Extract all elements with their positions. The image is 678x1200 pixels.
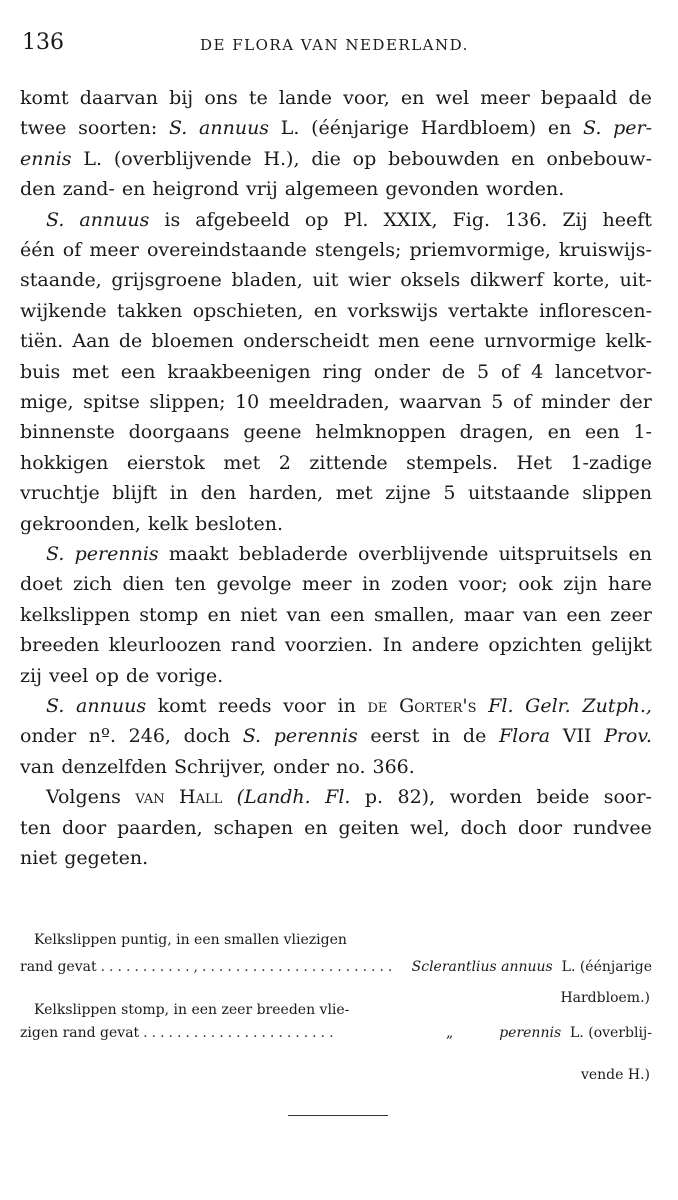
word: vertakte	[448, 299, 529, 322]
word: 366.	[372, 755, 415, 778]
word: bepaald	[540, 87, 618, 109]
key-lead-b-text: zigen rand gevat	[20, 1025, 140, 1041]
text-line	[20, 236, 652, 265]
word: onderscheidt	[243, 330, 369, 353]
word: In	[382, 634, 403, 657]
word: no.	[336, 755, 366, 778]
word: binnenste	[20, 421, 115, 444]
text-line	[20, 601, 652, 630]
word: per-	[613, 117, 652, 140]
word: de	[628, 87, 652, 109]
word: en	[121, 178, 146, 201]
word: lancetvor-	[555, 360, 652, 383]
word: Fl.	[488, 695, 514, 717]
running-title: DE FLORA VAN NEDERLAND.	[200, 36, 469, 54]
word: lande	[278, 87, 332, 109]
text-line	[20, 570, 652, 599]
word: soorten:	[78, 117, 158, 140]
word: komt	[157, 695, 207, 717]
text-line	[20, 844, 652, 873]
word: L.	[83, 147, 103, 170]
word: op	[95, 664, 119, 687]
word: zeer	[610, 603, 652, 626]
word: nº.	[88, 725, 117, 748]
word: door	[517, 816, 563, 839]
word: van	[286, 603, 321, 626]
key-author-a: L. (éénjarige	[561, 959, 652, 975]
word: in	[431, 725, 451, 748]
word: dragen,	[459, 421, 534, 444]
word: Schrijver,	[173, 755, 266, 778]
word: kelk	[147, 512, 189, 535]
word: en	[313, 299, 338, 322]
word: doorgaans	[128, 421, 230, 444]
text-line	[20, 814, 652, 843]
word: blijft	[112, 482, 158, 505]
word: Flora	[498, 725, 551, 748]
word: 82),	[397, 786, 436, 809]
word: en	[547, 421, 572, 444]
word: Prov.	[604, 725, 652, 748]
word: buis	[20, 360, 61, 383]
word: waarvan	[399, 391, 482, 413]
word: korte,	[552, 269, 610, 292]
word: reeds	[218, 695, 272, 717]
word: op	[304, 208, 329, 231]
leader-dots: ...........,.......................	[100, 959, 397, 975]
word: uitstaande	[468, 482, 570, 505]
key-lead-a-text: rand gevat	[20, 959, 97, 975]
word: is	[164, 208, 181, 231]
word: een	[120, 360, 156, 383]
text-line	[20, 145, 652, 174]
word: minder	[540, 391, 610, 413]
word: niet	[20, 847, 58, 869]
word: wier	[348, 269, 391, 292]
word: VII	[562, 725, 592, 748]
word: met	[72, 360, 109, 383]
word: wel	[435, 87, 470, 109]
word: en	[304, 816, 328, 839]
word: onbebouw-	[546, 147, 652, 170]
word: Zij	[562, 208, 588, 231]
word: vruchtje	[20, 482, 100, 505]
word: komt	[20, 87, 69, 109]
word: breeden	[20, 634, 100, 657]
word: de	[367, 695, 388, 717]
word: kelkslippen	[20, 603, 131, 626]
word: S.	[46, 695, 65, 717]
word: dien	[122, 573, 165, 596]
word: opzichten	[488, 634, 583, 657]
word: Volgens	[46, 786, 121, 809]
word: annuus	[79, 208, 150, 231]
word: slippen	[582, 482, 652, 505]
text-line	[46, 206, 652, 235]
word: urnvormige	[483, 330, 597, 353]
word: door	[62, 816, 107, 839]
word: de	[462, 725, 487, 748]
word: annuus	[76, 695, 147, 717]
word: bebouwden	[388, 147, 500, 170]
word: doch	[183, 725, 231, 748]
word: hokkigen	[20, 451, 109, 474]
word: XXIX,	[383, 208, 438, 231]
word: uit	[312, 269, 339, 292]
word: voor,	[343, 87, 390, 109]
word: ten	[174, 573, 206, 596]
word: stomp	[139, 603, 199, 626]
word: 136.	[505, 208, 548, 231]
word: bloemen	[151, 330, 234, 353]
word: annuus	[199, 117, 270, 140]
word: heigrond	[152, 178, 239, 201]
word: in	[362, 573, 381, 596]
ditto-mark: „	[445, 1025, 454, 1041]
word: 5	[443, 482, 456, 505]
word: gelijkt	[591, 634, 652, 657]
word: maar	[463, 603, 514, 626]
word: 10	[235, 391, 260, 413]
word: oksels	[400, 269, 461, 292]
word: ook	[518, 573, 553, 596]
word: hare	[607, 573, 652, 596]
word: schapen	[213, 816, 294, 839]
key-author-b: L. (overblij-	[570, 1025, 652, 1041]
word: paarden,	[117, 816, 203, 839]
word: worden.	[485, 178, 565, 201]
word: L.	[280, 117, 300, 140]
word: zich	[73, 573, 112, 596]
word: geiten	[338, 816, 400, 839]
word: Het	[516, 451, 552, 474]
word: Fig.	[452, 208, 491, 231]
text-line	[20, 449, 652, 478]
key-lead-b-line2	[20, 1024, 652, 1042]
word: tiën.	[20, 330, 64, 353]
word: rand	[230, 634, 276, 657]
word: bebladerde	[238, 543, 348, 565]
word: gevonden	[385, 178, 479, 201]
text-line	[20, 662, 652, 691]
key-lead-a-line1: Kelkslippen puntig, in een smallen vliezigen	[34, 932, 347, 948]
word: van	[20, 755, 55, 778]
text-line	[20, 418, 652, 447]
text-line	[20, 297, 652, 326]
word: men	[378, 330, 420, 353]
word: kruiswijs-	[558, 239, 652, 261]
word: perennis	[273, 725, 358, 748]
word: heeft	[602, 208, 652, 231]
text-line	[20, 358, 652, 387]
word: dikwerf	[469, 269, 544, 292]
word: of	[512, 391, 532, 413]
word: ten	[20, 816, 52, 839]
word: 5	[491, 391, 504, 413]
word: de	[441, 360, 466, 383]
word: algemeen	[284, 178, 379, 201]
word: rundvee	[572, 816, 652, 839]
word: Gelr.	[525, 695, 571, 717]
text-line	[20, 114, 652, 143]
word: spitse	[83, 391, 140, 413]
word: afgebeeld	[195, 208, 290, 231]
word: Hardbloem)	[420, 117, 537, 140]
word: stengels;	[314, 239, 402, 261]
word: ons	[204, 87, 238, 109]
word: twee	[20, 117, 67, 140]
word: met	[335, 482, 373, 505]
word: overblijvende	[358, 543, 489, 565]
word: de	[125, 664, 150, 687]
text-line	[46, 783, 652, 812]
word: gekroonden,	[20, 512, 141, 535]
text-line	[20, 175, 652, 204]
key-lead-a-line2	[20, 958, 652, 976]
word: doet	[20, 573, 63, 596]
text-line	[20, 722, 652, 751]
word: onder	[272, 755, 330, 778]
text-line	[20, 84, 652, 113]
word: soor-	[603, 786, 652, 809]
text-line	[20, 631, 652, 660]
word: 1-	[633, 421, 652, 444]
word: Fl.	[325, 786, 351, 809]
word: Hall	[179, 786, 223, 809]
word: de	[118, 330, 143, 353]
word: (éénjarige	[311, 117, 410, 140]
word: slippen;	[149, 391, 226, 413]
word: 1-zadige	[570, 451, 652, 474]
text-line	[20, 479, 652, 508]
word: een	[566, 603, 602, 626]
word: van	[522, 603, 558, 626]
word: zij	[20, 664, 42, 687]
word: en	[628, 543, 652, 565]
text-line	[20, 753, 652, 782]
word: (Landh.	[236, 786, 311, 809]
word: worden	[449, 786, 522, 809]
word: S.	[168, 117, 188, 140]
word: uitspruitsels	[498, 543, 619, 565]
word: Aan	[72, 330, 110, 353]
word: zijn	[563, 573, 598, 596]
word: zittende	[309, 451, 388, 474]
word: gevolge	[216, 573, 292, 596]
word: in	[337, 695, 356, 717]
key-taxon-a: Sclerantlius annuus	[411, 959, 553, 975]
word: kraakbeenigen	[167, 360, 311, 383]
word: den	[20, 178, 56, 201]
word: gegeten.	[64, 847, 149, 869]
word: of	[500, 360, 520, 383]
word: een	[584, 421, 620, 444]
text-line	[20, 510, 652, 539]
word: kelk-	[605, 330, 652, 353]
word: en	[207, 603, 231, 626]
word: mige,	[20, 391, 74, 413]
word: bladen,	[231, 269, 303, 292]
key-taxon-b: perennis	[499, 1025, 562, 1041]
word: (overblijvende	[113, 147, 252, 170]
word: priemvormige,	[409, 239, 551, 261]
word: in	[169, 482, 189, 505]
page-number: 136	[22, 30, 64, 55]
word: vrij	[245, 178, 278, 201]
word: andere	[411, 634, 479, 657]
text-line	[20, 266, 652, 295]
word: helmknoppen	[315, 421, 446, 444]
word: van	[135, 786, 165, 809]
word: 2	[278, 451, 291, 474]
word: te	[248, 87, 268, 109]
word: Pl.	[343, 208, 369, 231]
word: daarvan	[79, 87, 158, 109]
word: staande,	[20, 269, 102, 292]
word: S.	[242, 725, 262, 748]
end-rule	[288, 1115, 388, 1116]
word: eerst	[370, 725, 420, 748]
word: S.	[46, 543, 65, 565]
word: of	[62, 239, 82, 261]
word: wel,	[409, 816, 450, 839]
word: p.	[364, 786, 384, 809]
word: uit-	[619, 269, 652, 292]
word: overeindstaande	[146, 239, 307, 261]
key-lead-b-line1: Kelkslippen stomp, in een zeer breeden vlie-	[34, 1002, 350, 1018]
word: en	[511, 147, 535, 170]
word: 5	[476, 360, 490, 383]
word: stempels.	[406, 451, 499, 474]
word: meeldraden,	[268, 391, 390, 413]
word: perennis	[74, 543, 159, 565]
word: denzelfden	[61, 755, 167, 778]
text-line	[20, 388, 652, 417]
word: H.),	[263, 147, 300, 170]
leader-dots: .......................	[143, 1025, 338, 1041]
word: den	[200, 482, 237, 505]
word: eierstok	[126, 451, 205, 474]
word: S.	[46, 208, 65, 231]
word: en	[547, 117, 572, 140]
word: bij	[169, 87, 194, 109]
word: Zutph.,	[582, 695, 652, 717]
word: onder	[20, 725, 77, 748]
word: ring	[322, 360, 362, 383]
word: en	[400, 87, 425, 109]
word: voorzien.	[284, 634, 374, 657]
word: zoden	[391, 573, 449, 596]
word: voor	[283, 695, 326, 717]
word: zand-	[62, 178, 115, 201]
word: meer	[302, 573, 352, 596]
word: wijkende	[20, 299, 107, 322]
word: meer	[480, 87, 530, 109]
word: geene	[243, 421, 302, 444]
word: voor;	[458, 573, 508, 596]
word: grijsgroene	[111, 269, 222, 292]
word: veel	[48, 664, 89, 687]
word: niet	[240, 603, 278, 626]
word: één	[20, 239, 55, 261]
word: doch	[460, 816, 507, 839]
text-line	[20, 327, 652, 356]
word: beide	[536, 786, 590, 809]
word: zijne	[385, 482, 431, 505]
word: vorkswijs	[347, 299, 438, 322]
word: takken	[116, 299, 183, 322]
word: meer	[89, 239, 139, 261]
word: smallen,	[373, 603, 455, 626]
text-line	[46, 692, 652, 721]
word: harden,	[248, 482, 324, 505]
word: S.	[583, 117, 602, 140]
word: ennis	[20, 147, 72, 170]
word: inflorescen-	[538, 299, 652, 322]
word: eene	[428, 330, 475, 353]
text-line	[46, 540, 652, 569]
key-common-name-a: Hardbloem.)	[560, 990, 650, 1006]
word: Gorter's	[399, 695, 477, 717]
word: maakt	[168, 543, 229, 565]
key-common-name-b: vende H.)	[580, 1067, 650, 1083]
word: 246,	[128, 725, 171, 748]
word: kleurloozen	[108, 634, 222, 657]
word: een	[330, 603, 365, 626]
word: onder	[373, 360, 430, 383]
word: op	[352, 147, 377, 170]
word: vorige.	[156, 664, 224, 687]
word: der	[619, 391, 652, 413]
word: opschieten,	[192, 299, 304, 322]
word: 4	[531, 360, 544, 383]
word: met	[223, 451, 261, 474]
word: besloten.	[195, 512, 284, 535]
word: die	[311, 147, 341, 170]
